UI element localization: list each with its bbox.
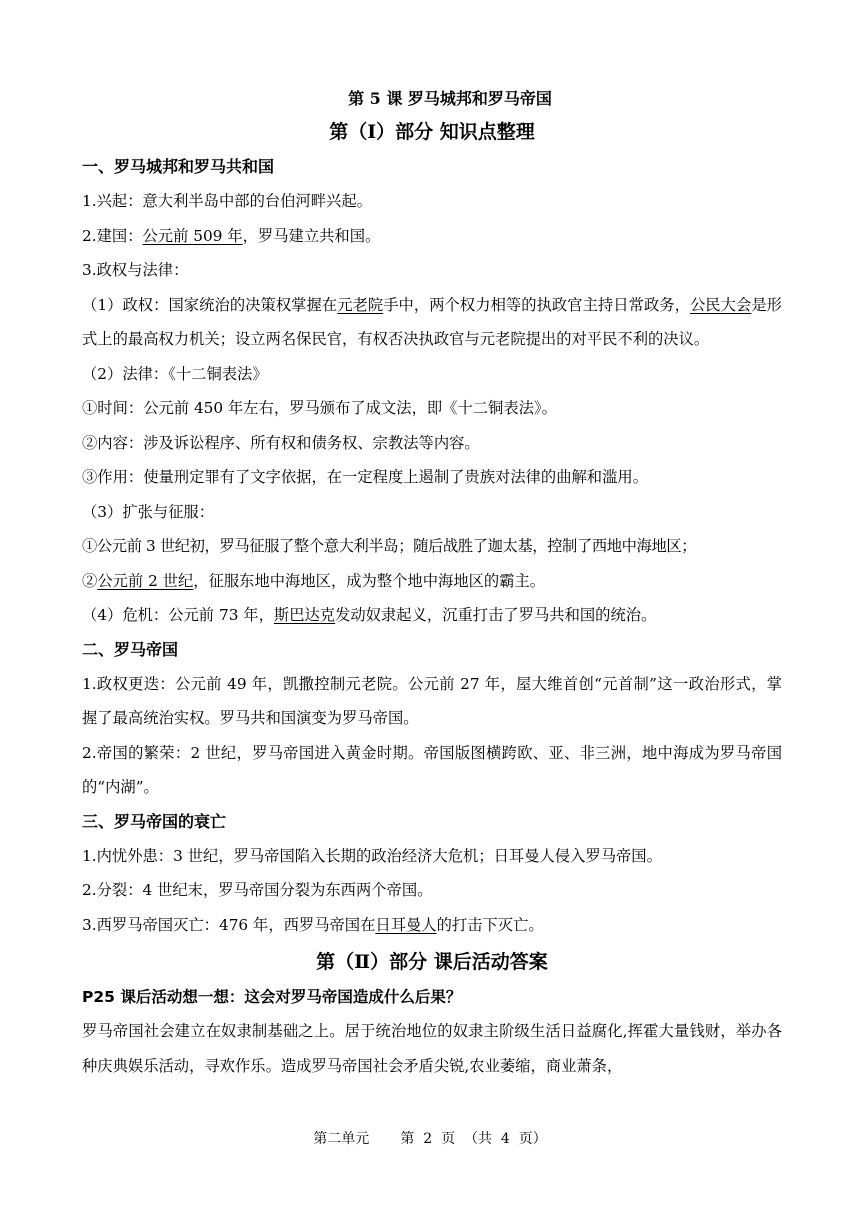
- s2-line2: 2.帝国的繁荣：2 世纪，罗马帝国进入黄金时期。帝国版图横跨欧、亚、非三洲，地中海成为罗马帝国的“内湖”。: [82, 743, 782, 796]
- s1-politics-paragraph: （1）政权：国家统治的决策权掌握在元老院手中，两个权力相等的执政官主持日常政务，公民大会是形式上的最高权力机关；设立两名保民官，有权否决执政官与元老院提出的对平民不利的决议。: [82, 295, 782, 348]
- s1-expansion-2: ②公元前 2 世纪，征服东地中海地区，成为整个地中海地区的霸主。: [82, 571, 546, 590]
- s1-expansion-1: ①公元前 3 世纪初，罗马征服了整个意大利半岛；随后战胜了迦太基，控制了西地中海地区；: [82, 537, 697, 555]
- s1-law-content: ②内容：涉及诉讼程序、所有权和债务权、宗教法等内容。: [82, 433, 480, 452]
- part1-title: 第（Ⅰ）部分 知识点整理: [329, 121, 535, 143]
- page-footer: [0, 1128, 860, 1148]
- s1-law-effect: ③作用：使量刑定罪有了文字依据，在一定程度上遏制了贵族对法律的曲解和滥用。: [82, 468, 648, 486]
- s3-line2: 2.分裂：4 世纪末，罗马帝国分裂为东西两个帝国。: [82, 881, 433, 899]
- footer-unit: 第二单元: [313, 1131, 370, 1147]
- question-answer: 罗马帝国社会建立在奴隶制基础之上。居于统治地位的奴隶主阶级生活日益腐化,挥霍大量钱财，举办各种庆典娱乐活动，寻欢作乐。造成罗马帝国社会矛盾尖锐,农业萎缩，商业萧条，: [82, 1022, 782, 1075]
- s1-line3: 3.政权与法律：: [82, 261, 189, 279]
- s2-line1: 1.政权更迭：公元前 49 年，凯撒控制元老院。公元前 27 年，屋大维首创“元首制”这一政治形式，掌握了最高统治实权。罗马共和国演变为罗马帝国。: [82, 674, 782, 727]
- section3-title: 三、罗马帝国的衰亡: [82, 811, 227, 831]
- underlined-term: 元老院: [337, 295, 384, 314]
- s3-line1: 1.内忧外患：3 世纪，罗马帝国陷入长期的政治经济大危机；日耳曼人侵入罗马帝国。: [82, 846, 662, 865]
- lesson-title: 第 5 课 罗马城邦和罗马帝国: [348, 89, 552, 108]
- underlined-term: 公元前 509 年: [142, 226, 243, 245]
- s1-crisis: （4）危机：公元前 73 年，斯巴达克发动奴隶起义，沉重打击了罗马共和国的统治。: [82, 606, 657, 624]
- underlined-term: 斯巴达克: [273, 606, 336, 624]
- s1-line2: 2.建国：公元前 509 年，罗马建立共和国。: [82, 226, 381, 245]
- s1-expansion-heading: （3）扩张与征服：: [82, 502, 215, 521]
- underlined-term: 公民大会: [689, 295, 752, 314]
- footer-page-number: 第 2 页 （共 4 页）: [400, 1131, 547, 1147]
- s3-line3: 3.西罗马帝国灭亡：476 年，西罗马帝国在日耳曼人的打击下灭亡。: [82, 915, 544, 934]
- section2-title: 二、罗马帝国: [82, 639, 179, 659]
- document-page: [82, 84, 782, 1083]
- s1-line1: 1.兴起：意大利半岛中部的台伯河畔兴起。: [82, 192, 372, 210]
- underlined-term: 日耳曼人: [375, 915, 437, 934]
- part2-title: 第（Ⅱ）部分 课后活动答案: [316, 951, 548, 973]
- s1-law-heading: （2）法律：《十二铜表法》: [82, 364, 268, 383]
- question-title: P25 课后活动想一想：这会对罗马帝国造成什么后果？: [82, 988, 462, 1006]
- section1-title: 一、罗马城邦和罗马共和国: [82, 157, 275, 176]
- underlined-term: 公元前 2 世纪: [97, 571, 194, 590]
- s1-law-time: ①时间：公元前 450 年左右，罗马颁布了成文法，即《十二铜表法》。: [82, 399, 557, 417]
